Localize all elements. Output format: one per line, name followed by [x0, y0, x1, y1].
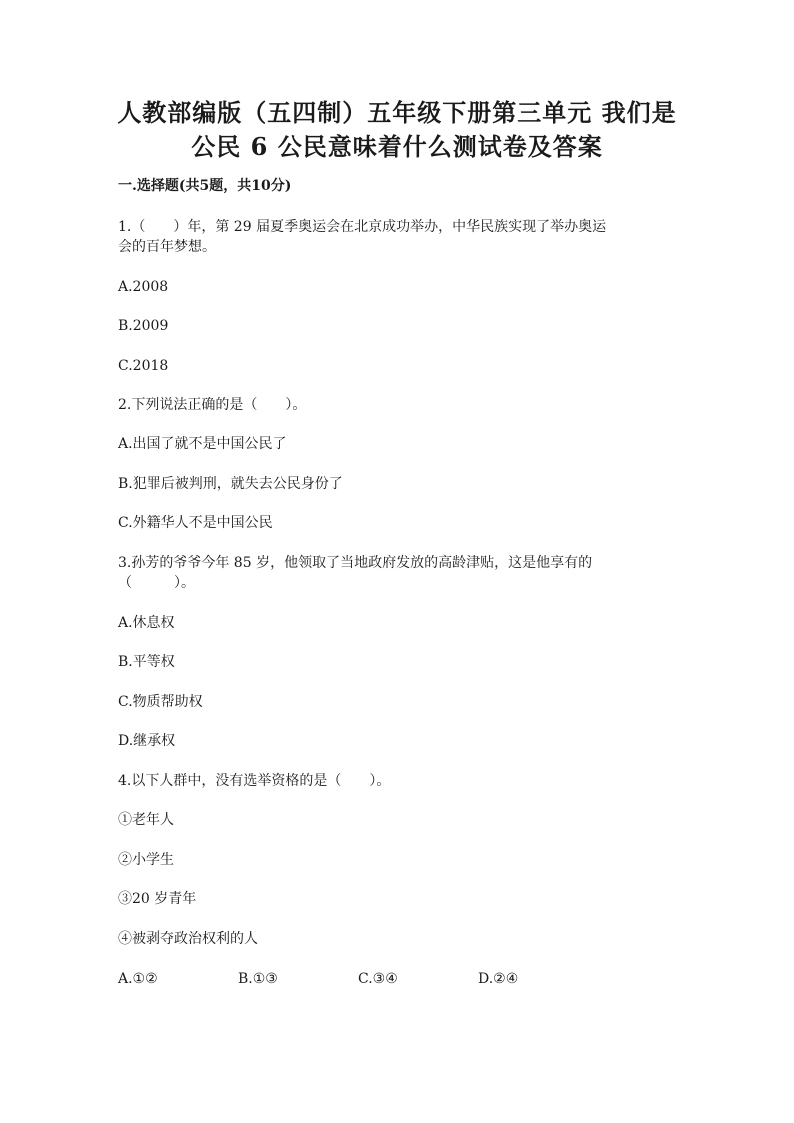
document-title-line-2: 公民 6 公民意味着什么测试卷及答案	[191, 132, 603, 161]
question-2-option-c: C.外籍华人不是中国公民	[118, 515, 273, 531]
question-2-stem: 2.下列说法正确的是（ ）。	[118, 397, 307, 413]
question-4-item-2: ②小学生	[118, 852, 174, 868]
question-3-option-d: D.继承权	[118, 733, 176, 749]
question-4-option-a: A.①②	[118, 971, 158, 987]
question-4-option-d: D.②④	[478, 971, 519, 987]
question-1-option-b: B.2009	[118, 318, 169, 334]
question-2-option-a: A.出国了就不是中国公民了	[118, 436, 287, 452]
section-heading: 一.选择题(共5题，共10分)	[118, 178, 292, 194]
question-4-options-row	[118, 968, 718, 990]
question-4-option-b: B.①③	[238, 971, 278, 987]
question-3-option-b: B.平等权	[118, 654, 175, 670]
question-3-stem-line-1: 3.孙芳的爷爷今年 85 岁，他领取了当地政府发放的高龄津贴，这是他享有的	[118, 555, 593, 571]
question-4-item-4: ④被剥夺政治权利的人	[118, 931, 258, 947]
question-3-option-c: C.物质帮助权	[118, 694, 203, 710]
question-2-option-b: B.犯罪后被判刑，就失去公民身份了	[118, 476, 343, 492]
question-3-stem-line-2: （ ）。	[118, 575, 195, 591]
question-1-option-a: A.2008	[118, 279, 169, 295]
question-4-option-c: C.③④	[358, 971, 398, 987]
question-1-option-c: C.2018	[118, 358, 169, 374]
question-4-item-1: ①老年人	[118, 812, 174, 828]
question-4-stem: 4.以下人群中，没有选举资格的是（ ）。	[118, 773, 391, 789]
question-4-item-3: ③20 岁青年	[118, 891, 197, 907]
question-1-stem-line-2: 会的百年梦想。	[118, 239, 216, 255]
document-title-line-1: 人教部编版（五四制）五年级下册第三单元 我们是	[117, 98, 677, 127]
question-1-stem-line-1: 1.（ ）年，第 29 届夏季奥运会在北京成功举办，中华民族实现了举办奥运	[118, 219, 607, 235]
question-3-option-a: A.休息权	[118, 615, 175, 631]
